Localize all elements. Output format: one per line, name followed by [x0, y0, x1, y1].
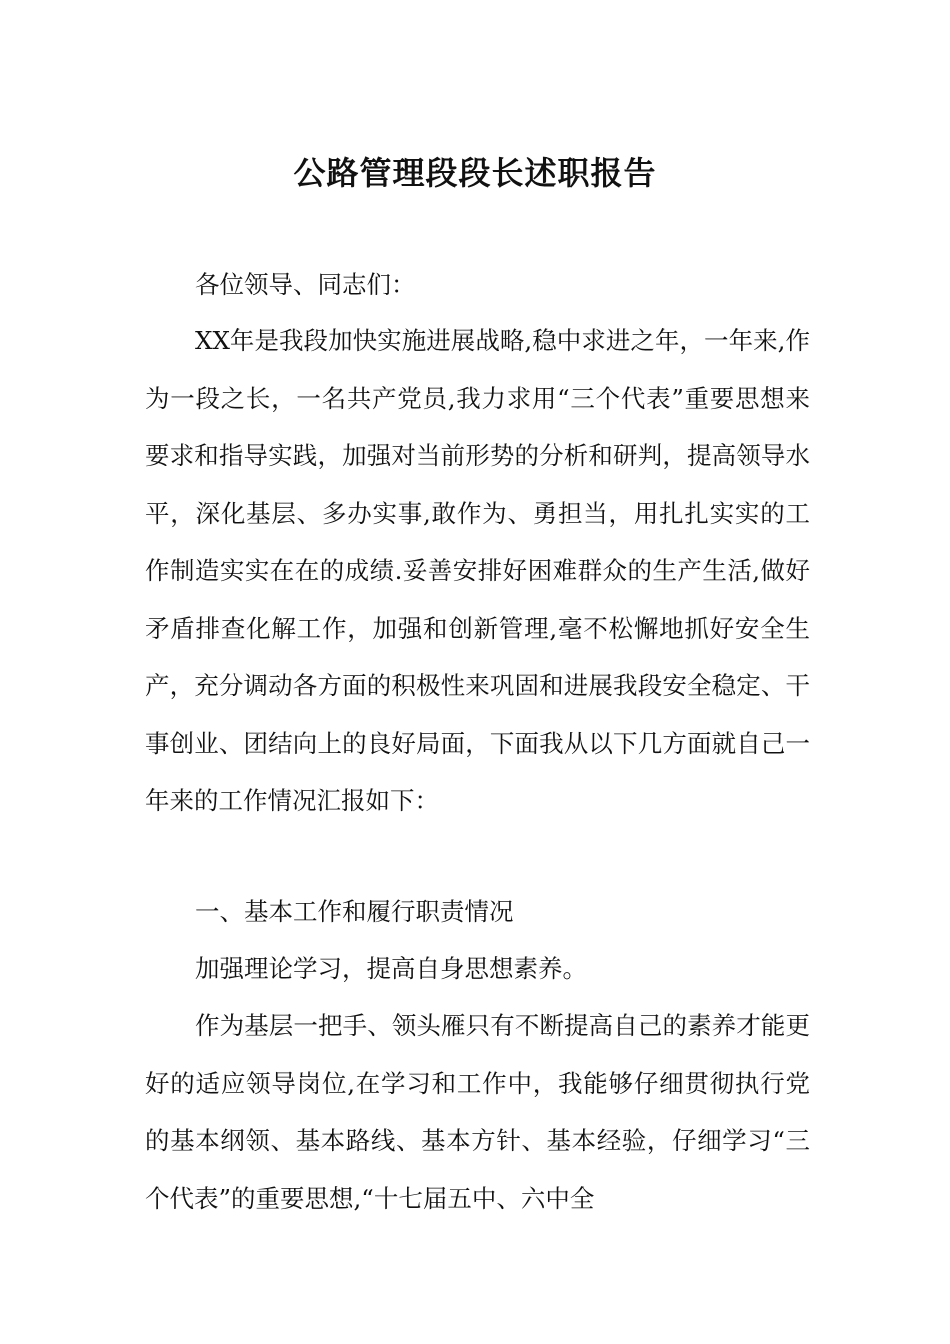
body-paragraph-study: 作为基层一把手、领头雁只有不断提高自己的素养才能更好的适应领导岗位,在学习和工作中，我能够仔细贯彻执行党的基本纲领、基本路线、基本方针、基本经验，仔细学习“三个代表”的重要思想,“十七届五中、六中全: [145, 1011, 810, 1213]
document-title: 公路管理段段长述职报告: [293, 154, 657, 193]
body-paragraph-intro: XX年是我段加快实施进展战略,稳中求进之年，一年来,作为一段之长，一名共产党员,我力求用“三个代表”重要思想来要求和指导实践，加强对当前形势的分析和研判，提高领导水平，深化基层、多办实事,敢作为、勇担当，用扎扎实实的工作制造实实在在的成绩.妥善安排好困难群众的生产生活,做好矛盾排查化解工作，加强和创新管理,毫不松懈地抓好安全生产，充分调动各方面的积极性来巩固和进展我段安全稳定、干事创业、团结向上的良好局面，下面我从以下几方面就自己一年来的工作情况汇报如下：: [145, 326, 810, 815]
salutation: 各位领导、同志们：: [195, 270, 416, 299]
body-paragraph-subheading: 加强理论学习，提高自身思想素养。: [195, 954, 587, 983]
section-heading: 一、基本工作和履行职责情况: [195, 897, 514, 926]
